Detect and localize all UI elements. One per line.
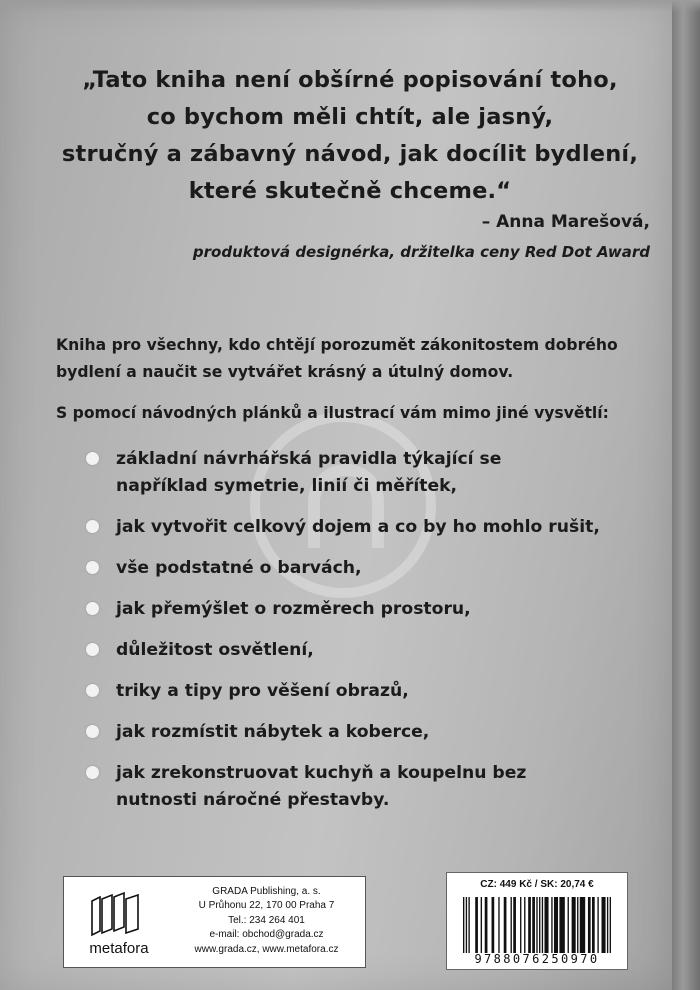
list-item-line: jak přemýšlet o rozměrech prostoru, bbox=[116, 599, 471, 619]
publisher-street: U Průhonu 22, 170 00 Praha 7 bbox=[198, 900, 335, 912]
cover-top-edge bbox=[0, 0, 700, 12]
barcode-bar bbox=[588, 897, 591, 953]
barcode-bar bbox=[463, 897, 464, 953]
bullet-icon bbox=[86, 452, 99, 465]
intro-line: bydlení a naučit se vytvářet krásný a útulný domov. bbox=[56, 363, 514, 381]
list-item-line: důležitost osvětlení, bbox=[116, 640, 314, 660]
quote-author: – Anna Marešová, bbox=[481, 212, 650, 232]
barcode-bar bbox=[554, 897, 558, 953]
barcode-box bbox=[446, 872, 628, 970]
publisher-logo-name: metafora bbox=[89, 940, 149, 957]
barcode-bar bbox=[539, 897, 540, 953]
barcode-bar bbox=[536, 897, 537, 953]
bullet-icon bbox=[86, 602, 99, 615]
barcode-bar bbox=[498, 897, 499, 953]
list-item-line: jak zrekonstruovat kuchyň a koupelnu bez bbox=[116, 763, 527, 783]
bullet-icon bbox=[86, 520, 99, 533]
publisher-email: e-mail: obchod@grada.cz bbox=[209, 929, 324, 941]
quote-line: co bychom měli chtít, ale jasný, bbox=[146, 104, 554, 130]
quote-line: které skutečně chceme.“ bbox=[188, 178, 512, 204]
cover-quote bbox=[60, 62, 640, 210]
barcode-bar bbox=[528, 897, 531, 953]
barcode-bar bbox=[511, 897, 512, 953]
barcode-digits: 9788076250970 bbox=[474, 952, 600, 966]
book-description-intro bbox=[56, 332, 646, 386]
barcode-bar bbox=[466, 897, 467, 953]
barcode-bar bbox=[580, 897, 585, 953]
barcode-bar bbox=[542, 897, 543, 953]
bullet-icon bbox=[86, 725, 99, 738]
barcode-bar bbox=[551, 897, 552, 953]
list-item bbox=[86, 555, 646, 582]
barcode-bar bbox=[532, 897, 535, 953]
publisher-info-box bbox=[63, 876, 366, 968]
barcode-image bbox=[453, 897, 621, 955]
list-item bbox=[86, 760, 646, 814]
barcode-bar bbox=[468, 897, 469, 953]
barcode-bar bbox=[602, 897, 606, 953]
list-item bbox=[86, 637, 646, 664]
barcode-bar bbox=[544, 897, 548, 953]
barcode-bar bbox=[524, 897, 525, 953]
list-item bbox=[86, 446, 646, 500]
list-lead-in: S pomocí návodných plánků a ilustrací vám mimo jiné vysvětlí: bbox=[56, 404, 609, 422]
list-item bbox=[86, 596, 646, 623]
publisher-websites: www.grada.cz, www.metafora.cz bbox=[194, 943, 339, 955]
barcode-bar bbox=[481, 897, 482, 953]
barcode-bar bbox=[592, 897, 595, 953]
list-item bbox=[86, 678, 646, 705]
barcode-bar bbox=[559, 897, 564, 953]
bullet-icon bbox=[86, 561, 99, 574]
barcode-bar bbox=[504, 897, 507, 953]
publisher-name: GRADA Publishing, a. s. bbox=[212, 886, 321, 897]
list-item-line: jak rozmístit nábytek a koberce, bbox=[116, 722, 430, 742]
bullet-icon bbox=[86, 684, 99, 697]
list-item-line: nutnosti náročné přestavby. bbox=[116, 790, 390, 810]
quote-line: „Tato kniha není obšírné popisování toho, bbox=[82, 67, 618, 93]
barcode-bar bbox=[572, 897, 576, 953]
barcode-bar bbox=[520, 897, 521, 953]
barcode-bar bbox=[610, 897, 611, 953]
barcode-bar bbox=[597, 897, 598, 953]
price-label: CZ: 449 Kč / SK: 20,74 € bbox=[480, 879, 594, 890]
publisher-address bbox=[174, 885, 359, 957]
quote-author-role: produktová designérka, držitelka ceny Red Dot Award bbox=[192, 243, 650, 261]
list-item-line: například symetrie, linií či měřítek, bbox=[116, 476, 458, 496]
publisher-phone: Tel.: 234 264 401 bbox=[228, 914, 305, 926]
topics-list bbox=[86, 446, 646, 814]
books-icon bbox=[88, 891, 142, 937]
barcode-bar bbox=[607, 897, 608, 953]
list-item bbox=[86, 514, 646, 541]
list-item-line: triky a tipy pro věšení obrazů, bbox=[116, 681, 409, 701]
list-item-line: jak vytvořit celkový dojem a co by ho mohlo rušit, bbox=[116, 517, 600, 537]
quote-line: stručný a zábavný návod, jak docílit bydlení, bbox=[61, 141, 639, 167]
list-item-line: základní návrhářská pravidla týkající se bbox=[116, 449, 502, 469]
barcode-bar bbox=[475, 897, 478, 953]
book-spine bbox=[672, 0, 700, 990]
list-item-line: vše podstatné o barvách, bbox=[116, 558, 362, 578]
barcode-bar bbox=[568, 897, 569, 953]
intro-line: Kniha pro všechny, kdo chtějí porozumět zákonitostem dobrého bbox=[56, 336, 618, 354]
barcode-bar bbox=[492, 897, 495, 953]
barcode-bar bbox=[485, 897, 488, 953]
bullet-icon bbox=[86, 766, 99, 779]
barcode-bar bbox=[513, 897, 516, 953]
list-item bbox=[86, 719, 646, 746]
bullet-icon bbox=[86, 643, 99, 656]
barcode-bar bbox=[577, 897, 578, 953]
